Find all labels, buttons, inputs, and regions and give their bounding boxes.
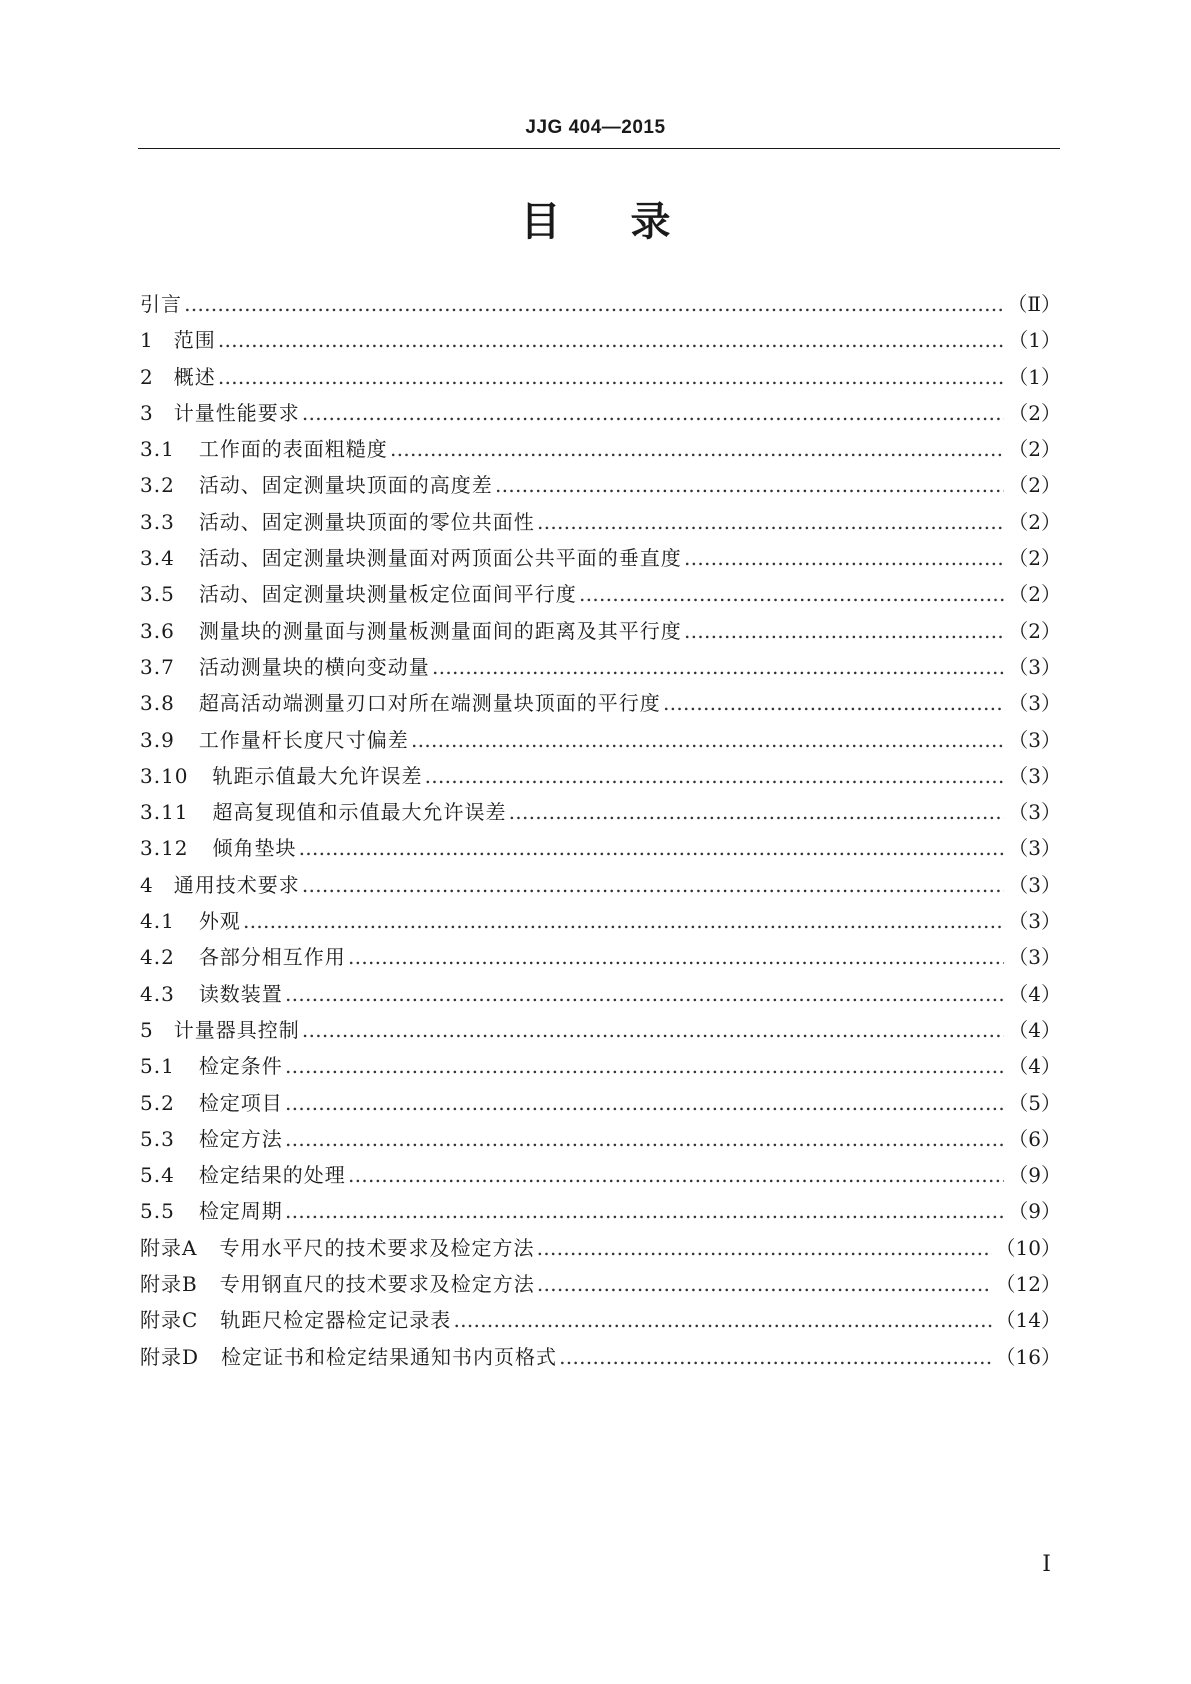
toc-dot-leader: [390, 437, 1004, 461]
toc-dot-leader: [432, 655, 1004, 679]
toc-entry[interactable]: [140, 288, 1061, 324]
toc-entry-page: （Ⅱ）: [1007, 292, 1061, 316]
toc-dot-leader: [218, 365, 1005, 389]
toc-entry-title: 检定项目: [198, 1090, 283, 1115]
toc-dot-leader: [425, 764, 1005, 788]
page-title: 目录: [520, 199, 741, 245]
toc-entry[interactable]: [140, 1341, 1061, 1377]
toc-entry-number: 3.2: [140, 473, 175, 498]
toc-entry-number: 1: [140, 328, 154, 353]
toc-dot-leader: [299, 836, 1005, 860]
toc-entry-title: 计量性能要求: [173, 400, 300, 425]
toc-entry-number: 3: [140, 400, 154, 425]
toc-entry-number: 3.4: [140, 546, 175, 571]
toc-entry-title: 检定结果的处理: [198, 1163, 346, 1188]
toc-entry-page: （1）: [1008, 328, 1061, 353]
toc-entry-title: 活动、固定测量块顶面的零位共面性: [198, 509, 535, 534]
toc-dot-leader: [684, 619, 1004, 643]
toc-entry-title: 检定周期: [198, 1199, 283, 1224]
toc-entry-page: （3）: [1008, 836, 1061, 861]
toc-entry-title: 检定方法: [198, 1126, 283, 1151]
toc-dot-leader: [285, 1127, 1004, 1151]
toc-dot-leader: [579, 582, 1004, 606]
toc-entry-number: 5.4: [140, 1163, 175, 1188]
toc-entry-title: 工作量杆长度尺寸偏差: [198, 727, 409, 752]
toc-entry-page: （3）: [1008, 654, 1061, 679]
toc-entry-number: 4: [140, 872, 154, 897]
toc-dot-leader: [509, 800, 1005, 824]
toc-dot-leader: [536, 1236, 991, 1260]
toc-entry[interactable]: [140, 687, 1061, 723]
toc-entry-page: （4）: [1008, 981, 1061, 1006]
toc-entry[interactable]: [140, 578, 1061, 614]
toc-entry-title: 轨距尺检定器检定记录表: [220, 1308, 452, 1333]
toc-entry-page: （3）: [1008, 727, 1061, 752]
toc-entry-number: 3.7: [140, 654, 175, 679]
toc-entry-title: 概述: [173, 364, 216, 389]
toc-entry-title: 通用技术要求: [173, 872, 300, 897]
toc-dot-leader: [495, 473, 1004, 497]
toc-entry-page: （3）: [1008, 909, 1061, 934]
toc-entry[interactable]: [140, 1123, 1061, 1159]
toc-entry-number: 4.1: [140, 909, 175, 934]
toc-entry[interactable]: [140, 1159, 1061, 1195]
toc-entry-page: （9）: [1008, 1163, 1061, 1188]
toc-dot-leader: [411, 728, 1004, 752]
toc-entry-title: 各部分相互作用: [198, 945, 346, 970]
toc-entry[interactable]: [140, 1087, 1061, 1123]
toc-dot-leader: [285, 982, 1004, 1006]
header-rule: [138, 148, 1060, 149]
document-code-header: JJG 404—2015: [525, 117, 666, 138]
toc-entry-title: 活动、固定测量块测量面对两顶面公共平面的垂直度: [198, 546, 682, 571]
toc-entry-title: 外观: [198, 909, 241, 934]
toc-entry-number: 2: [140, 364, 154, 389]
toc-entry-number: 5.1: [140, 1054, 175, 1079]
toc-entry-number: 5: [140, 1017, 154, 1042]
toc-entry[interactable]: [140, 469, 1061, 505]
toc-entry-number: 3.1: [140, 437, 175, 462]
toc-entry-page: （2）: [1008, 400, 1061, 425]
toc-entry-title: 活动测量块的横向变动量: [198, 654, 430, 679]
toc-entry[interactable]: [140, 324, 1061, 360]
toc-entry[interactable]: [140, 760, 1061, 796]
toc-entry-number: 3.9: [140, 727, 175, 752]
toc-entry-number: 3.6: [140, 618, 175, 643]
toc-entry-page: （14）: [995, 1308, 1061, 1333]
toc-entry-page: （3）: [1008, 872, 1061, 897]
toc-dot-leader: [285, 1091, 1004, 1115]
toc-entry-page: （4）: [1008, 1017, 1061, 1042]
toc-dot-leader: [302, 1018, 1005, 1042]
toc-entry-page: （2）: [1008, 546, 1061, 571]
toc-entry[interactable]: [140, 978, 1061, 1014]
toc-entry[interactable]: [140, 542, 1061, 578]
toc-entry[interactable]: [140, 869, 1061, 905]
toc-entry[interactable]: [140, 361, 1061, 397]
toc-entry-number: 3.12: [140, 836, 189, 861]
toc-entry-number: 3.5: [140, 582, 175, 607]
toc-dot-leader: [663, 691, 1004, 715]
toc-entry[interactable]: [140, 397, 1061, 433]
toc-entry-title: 计量器具控制: [173, 1017, 300, 1042]
toc-entry[interactable]: [140, 1195, 1061, 1231]
toc-entry-page: （6）: [1008, 1126, 1061, 1151]
toc-entry-number: 5.2: [140, 1090, 175, 1115]
toc-entry[interactable]: [140, 506, 1061, 542]
toc-entry-title: 专用水平尺的技术要求及检定方法: [219, 1235, 535, 1260]
toc-entry-page: （2）: [1008, 437, 1061, 462]
toc-entry[interactable]: [140, 905, 1061, 941]
toc-dot-leader: [453, 1308, 991, 1332]
toc-entry-page: （2）: [1008, 582, 1061, 607]
toc-dot-leader: [537, 510, 1004, 534]
toc-entry[interactable]: [140, 615, 1061, 651]
toc-dot-leader: [559, 1345, 992, 1369]
toc-entry[interactable]: [140, 1014, 1061, 1050]
toc-entry-page: （5）: [1008, 1090, 1061, 1115]
toc-entry-number: 3.10: [140, 763, 189, 788]
toc-entry-title: 工作面的表面粗糙度: [198, 437, 388, 462]
toc-entry[interactable]: [140, 724, 1061, 760]
toc-dot-leader: [348, 1163, 1004, 1187]
toc-entry[interactable]: [140, 796, 1061, 832]
toc-entry-number: 4.2: [140, 945, 175, 970]
toc-entry-page: （3）: [1008, 945, 1061, 970]
toc-entry-title: 倾角垫块: [212, 836, 297, 861]
toc-entry[interactable]: [140, 433, 1061, 469]
toc-dot-leader: [184, 292, 1003, 316]
toc-entry-page: （1）: [1008, 364, 1061, 389]
toc-entry-number: 5.3: [140, 1126, 175, 1151]
toc-entry-title: 轨距示值最大允许误差: [212, 763, 423, 788]
toc-entry-number: 3.11: [140, 800, 189, 825]
toc-entry-page: （4）: [1008, 1054, 1061, 1079]
toc-entry[interactable]: [140, 941, 1061, 977]
toc-entry-title: 检定证书和检定结果通知书内页格式: [221, 1344, 558, 1369]
toc-dot-leader: [348, 945, 1004, 969]
table-of-contents: [140, 288, 1061, 1377]
toc-entry-title: 范围: [173, 328, 216, 353]
toc-entry-number: 附录D: [140, 1344, 200, 1369]
toc-dot-leader: [285, 1199, 1004, 1223]
toc-entry[interactable]: [140, 1050, 1061, 1086]
page-number: Ⅰ: [1042, 1552, 1051, 1577]
toc-entry-page: （12）: [995, 1272, 1061, 1297]
toc-dot-leader: [243, 909, 1004, 933]
toc-entry-title: 超高活动端测量刃口对所在端测量块顶面的平行度: [198, 691, 661, 716]
toc-dot-leader: [537, 1272, 992, 1296]
toc-entry-title: 活动、固定测量块测量板定位面间平行度: [198, 582, 577, 607]
toc-entry[interactable]: [140, 1304, 1061, 1340]
toc-entry-page: （3）: [1008, 691, 1061, 716]
toc-entry-title: 检定条件: [198, 1054, 283, 1079]
toc-entry-number: 附录A: [140, 1235, 198, 1260]
toc-entry-number: 4.3: [140, 981, 175, 1006]
toc-entry-number: 3.3: [140, 509, 175, 534]
toc-entry-page: （2）: [1008, 618, 1061, 643]
toc-entry-number: 附录C: [140, 1308, 199, 1333]
toc-dot-leader: [218, 328, 1005, 352]
toc-entry-title: 超高复现值和示值最大允许误差: [212, 800, 507, 825]
toc-dot-leader: [684, 546, 1004, 570]
toc-entry[interactable]: [140, 832, 1061, 868]
toc-entry-page: （3）: [1008, 800, 1061, 825]
toc-entry-page: （16）: [995, 1344, 1061, 1369]
toc-entry-number: 5.5: [140, 1199, 175, 1224]
toc-entry-page: （9）: [1008, 1199, 1061, 1224]
toc-dot-leader: [302, 401, 1005, 425]
toc-entry-title: 引言: [140, 292, 182, 316]
toc-entry[interactable]: [140, 1232, 1061, 1268]
toc-entry-title: 活动、固定测量块顶面的高度差: [198, 473, 493, 498]
toc-dot-leader: [302, 873, 1005, 897]
toc-entry-title: 测量块的测量面与测量板测量面间的距离及其平行度: [198, 618, 682, 643]
toc-entry-title: 专用钢直尺的技术要求及检定方法: [219, 1272, 535, 1297]
toc-entry-page: （2）: [1008, 473, 1061, 498]
toc-entry[interactable]: [140, 1268, 1061, 1304]
toc-entry-title: 读数装置: [198, 981, 283, 1006]
toc-entry-number: 附录B: [140, 1272, 198, 1297]
toc-entry-page: （3）: [1008, 763, 1061, 788]
toc-entry-page: （10）: [995, 1235, 1061, 1260]
toc-entry[interactable]: [140, 651, 1061, 687]
toc-dot-leader: [285, 1054, 1004, 1078]
toc-entry-number: 3.8: [140, 691, 175, 716]
toc-entry-page: （2）: [1008, 509, 1061, 534]
